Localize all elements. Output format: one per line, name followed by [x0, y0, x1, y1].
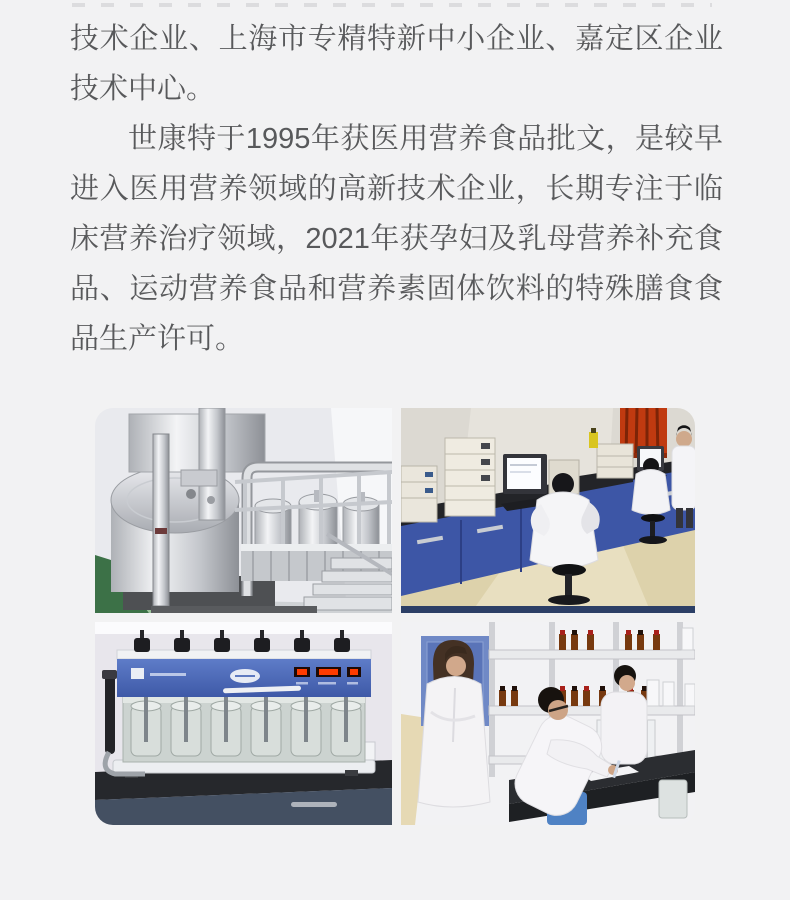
yellow-bottle — [589, 432, 598, 448]
dissolution-machine — [102, 630, 375, 778]
body-text-line: 床营养治疗领域，2021年获孕妇及乳母营养补充食 — [70, 223, 723, 255]
body-text-line: 世康特于1995年获医用营养食品批文，是较早 — [128, 123, 723, 155]
photo-lab-team-illustration — [401, 622, 695, 825]
body-text-line: 进入医用营养领域的高新技术企业，长期专注于临 — [70, 173, 723, 205]
machine-top-cap — [117, 650, 371, 659]
photo-dissolution-tester-illustration — [95, 622, 392, 825]
body-text-line: 品生产许可。 — [70, 323, 245, 355]
photo-grid — [95, 408, 695, 825]
photo-hplc-lab — [401, 408, 695, 613]
body-text-line: 技术中心。 — [70, 73, 216, 105]
photo-dissolution-tester — [95, 622, 392, 825]
photo-production-equipment — [95, 408, 392, 613]
body-text-line: 技术企业、上海市专精特新中小企业、嘉定区企业 — [70, 23, 723, 55]
photo-lab-team — [401, 622, 695, 825]
sampling-clamp — [105, 674, 115, 754]
body-text-line: 品、运动营养食品和营养素固体饮料的特殊膳食食 — [70, 273, 723, 305]
glass-jar — [659, 780, 687, 818]
brand-logo — [131, 668, 144, 679]
article-text-block — [70, 14, 723, 364]
clipped-text-row — [72, 3, 712, 7]
drawer-handle — [291, 802, 337, 807]
photo-hplc-lab-illustration — [401, 408, 695, 613]
photo-production-equipment-illustration — [95, 408, 392, 613]
